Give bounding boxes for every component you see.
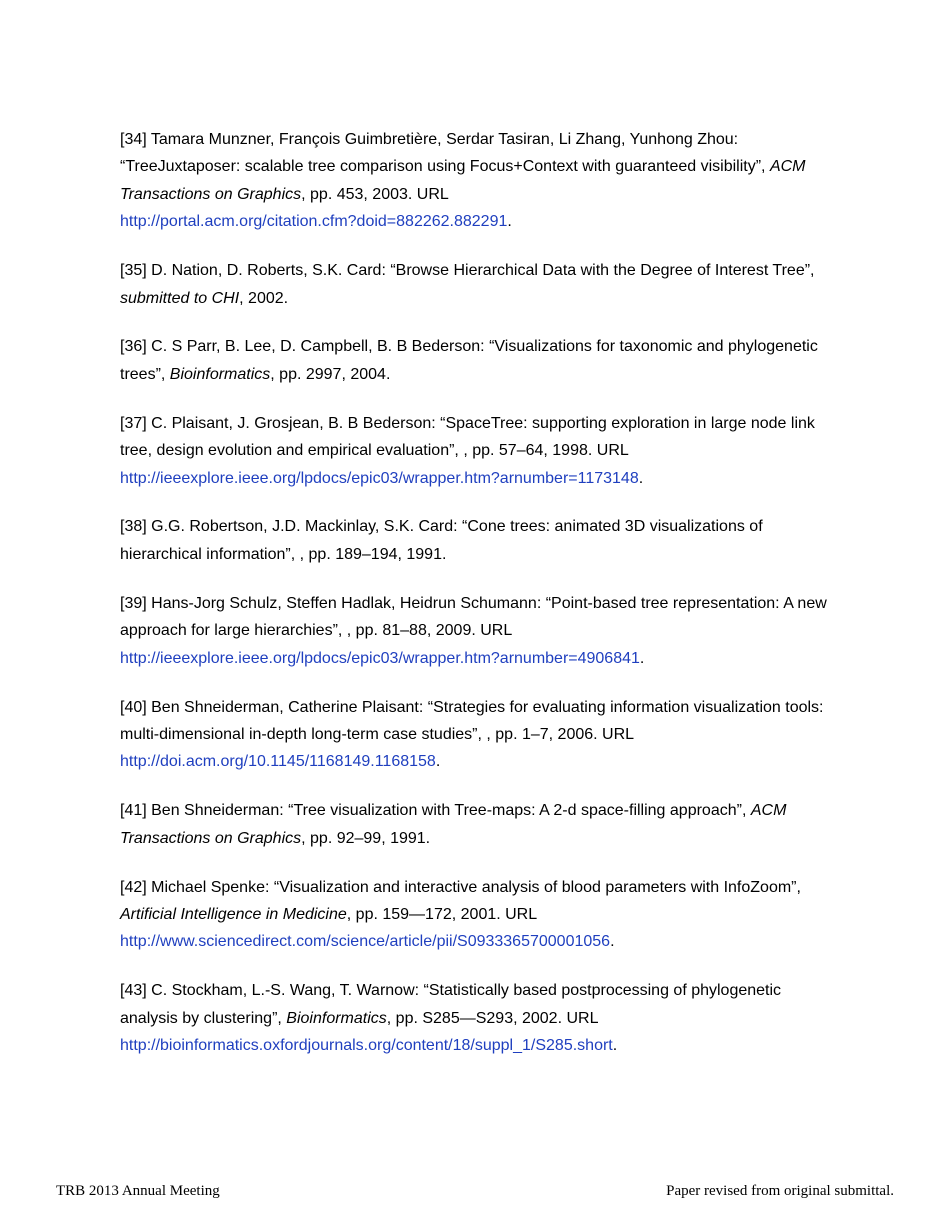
reference-url-link[interactable]: http://ieeexplore.ieee.org/lpdocs/epic03/wrapper.htm?arnumber=1173148 — [120, 469, 639, 487]
reference-list — [120, 126, 840, 1081]
reference-text: [35] D. Nation, D. Roberts, S.K. Card: “Browse Hierarchical Data with the Degree of Interest Tree”, — [120, 262, 815, 280]
reference-url-line: http://www.sciencedirect.com/science/article/pii/S0933365700001056. — [120, 933, 615, 951]
reference-entry — [120, 797, 840, 852]
reference-venue: Bioinformatics — [286, 1009, 387, 1027]
reference-entry — [120, 590, 840, 672]
reference-text: [36] C. S Parr, B. Lee, D. Campbell, B. B Bederson: “Visualizations for taxonomic and phylogenetic trees”, — [120, 338, 818, 383]
reference-details: , pp. S285—S293, 2002. URL — [386, 1009, 599, 1027]
reference-entry — [120, 257, 840, 312]
reference-url-link[interactable]: http://bioinformatics.oxfordjournals.org/content/18/suppl_1/S285.short — [120, 1037, 613, 1055]
footer-meeting-name: TRB 2013 Annual Meeting — [56, 1183, 220, 1199]
reference-url-line: http://portal.acm.org/citation.cfm?doid=882262.882291. — [120, 213, 512, 231]
reference-details: , pp. 2997, 2004. — [270, 365, 391, 383]
reference-text: [37] C. Plaisant, J. Grosjean, B. B Bederson: “SpaceTree: supporting exploration in large node link tree, design evolution and empirical evaluation”, , pp. 57–64, 1998. URL — [120, 414, 815, 460]
reference-venue: ACM Transactions on Graphics — [120, 158, 806, 203]
reference-venue: submitted to CHI — [120, 289, 240, 307]
reference-venue: Artificial Intelligence in Medicine — [120, 905, 347, 923]
reference-entry — [120, 874, 840, 956]
reference-details: , pp. 453, 2003. URL — [301, 185, 449, 203]
reference-url-link[interactable]: http://doi.acm.org/10.1145/1168149.1168158 — [120, 753, 436, 771]
reference-url-line: http://doi.acm.org/10.1145/1168149.1168158. — [120, 753, 441, 771]
reference-entry — [120, 513, 840, 568]
reference-url-link[interactable]: http://portal.acm.org/citation.cfm?doid=882262.882291 — [120, 213, 508, 231]
reference-details: , pp. 92–99, 1991. — [301, 829, 431, 847]
reference-details: , pp. 159—172, 2001. URL — [346, 905, 538, 923]
reference-text: [41] Ben Shneiderman: “Tree visualization with Tree-maps: A 2-d space-filling approach”, — [120, 802, 751, 820]
reference-text: [39] Hans-Jorg Schulz, Steffen Hadlak, Heidrun Schumann: “Point-based tree representation: A new approach for large hierarchies”, , pp. 81–88, 2009. URL — [120, 594, 827, 640]
reference-entry — [120, 126, 840, 236]
reference-url-line: http://bioinformatics.oxfordjournals.org/content/18/suppl_1/S285.short. — [120, 1037, 618, 1055]
reference-entry — [120, 410, 840, 492]
footer-revision-note: Paper revised from original submittal. — [666, 1183, 894, 1199]
reference-details: , 2002. — [239, 289, 289, 307]
reference-url-line: http://ieeexplore.ieee.org/lpdocs/epic03/wrapper.htm?arnumber=4906841. — [120, 649, 645, 667]
reference-entry — [120, 977, 840, 1059]
reference-text: [34] Tamara Munzner, François Guimbretière, Serdar Tasiran, Li Zhang, Yunhong Zhou: “TreeJuxtaposer: scalable tree comparison using Focus+Context with guaranteed visibility”, — [120, 131, 770, 176]
reference-entry — [120, 694, 840, 776]
reference-venue: Bioinformatics — [169, 365, 271, 383]
reference-text: [38] G.G. Robertson, J.D. Mackinlay, S.K. Card: “Cone trees: animated 3D visualizations of hierarchical information”, , pp. 189–194, 1991. — [120, 518, 763, 563]
reference-text: [40] Ben Shneiderman, Catherine Plaisant: “Strategies for evaluating information visualization tools: multi-dimensional in-depth long-term case studies”, , pp. 1–7, 2006. URL — [120, 698, 824, 743]
reference-url-link[interactable]: http://www.sciencedirect.com/science/article/pii/S0933365700001056 — [120, 933, 611, 951]
reference-venue: ACM Transactions on Graphics — [120, 802, 787, 847]
reference-text: [43] C. Stockham, L.-S. Wang, T. Warnow: “Statistically based postprocessing of phylogenetic analysis by clustering”, — [120, 982, 782, 1027]
reference-text: [42] Michael Spenke: “Visualization and interactive analysis of blood parameters with InfoZoom”, — [120, 878, 801, 896]
reference-url-link[interactable]: http://ieeexplore.ieee.org/lpdocs/epic03/wrapper.htm?arnumber=4906841 — [120, 649, 640, 667]
reference-entry — [120, 333, 840, 388]
reference-url-line: http://ieeexplore.ieee.org/lpdocs/epic03/wrapper.htm?arnumber=1173148. — [120, 469, 644, 487]
